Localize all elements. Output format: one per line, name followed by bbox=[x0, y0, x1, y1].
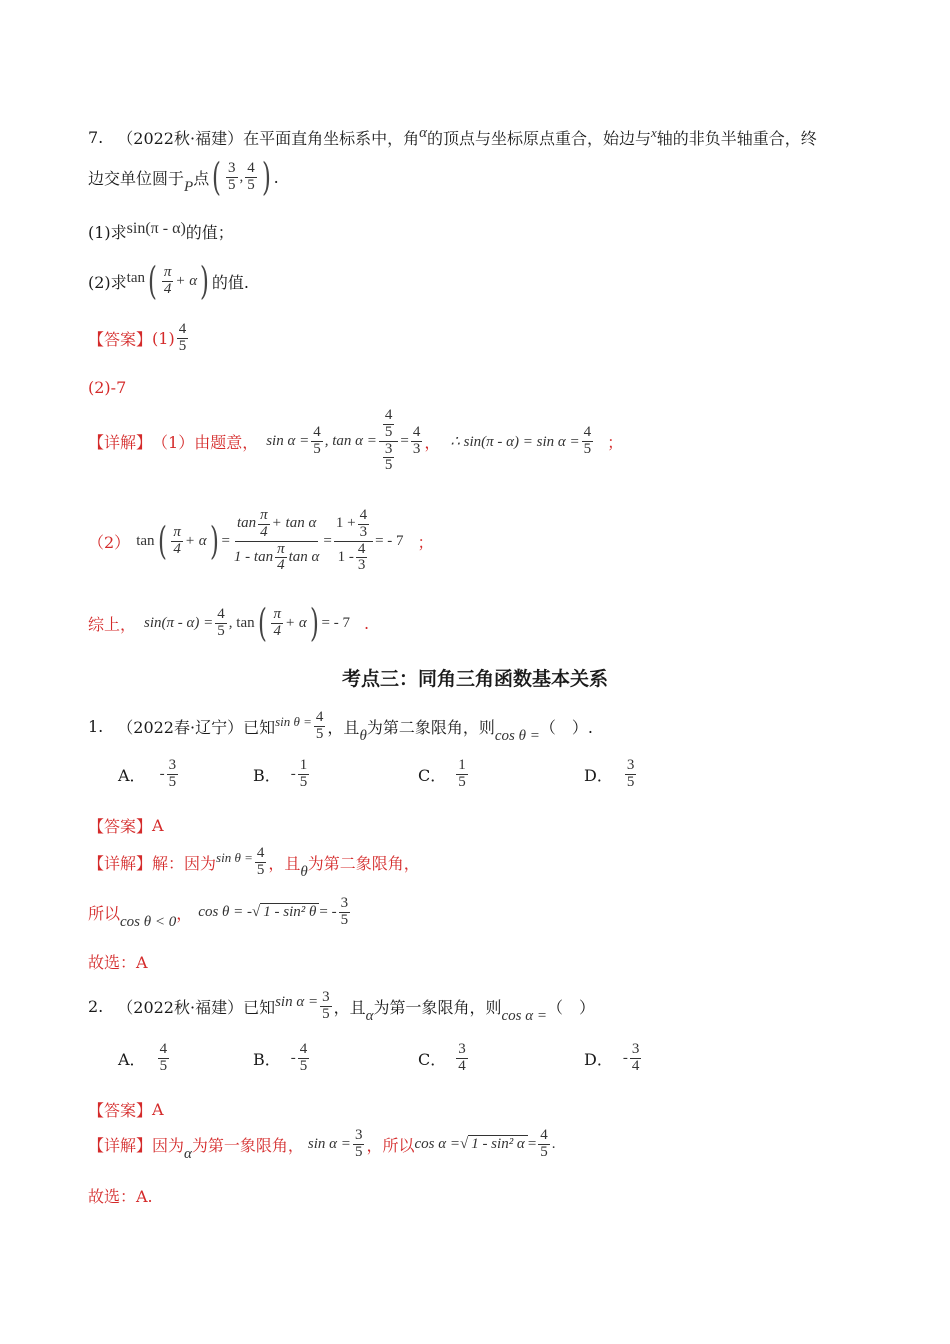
problem-text: 轴的非负半轴重合，终 bbox=[656, 129, 817, 148]
problem-number: 2. bbox=[88, 996, 104, 1016]
option-a[interactable]: A． $\frac{4}{5}$ bbox=[118, 1041, 168, 1074]
q1-detail2: 所以 cos θ < 0 ， cos θ = - √ 1 - sin² θ = - $\frac{3}{5}$ bbox=[88, 895, 349, 930]
q2-answer: 【答案】 A bbox=[88, 1100, 164, 1120]
q2-detail: 【详解】 因为 α 为第一象限角， sin α = $\frac{3}{5}$ ，所以 cos α = √ 1 - sin² α = $\frac{4}{5}$ . bbox=[88, 1127, 556, 1162]
fraction: $\frac{4}{5}$ bbox=[540, 1127, 548, 1160]
fraction: $\frac{4}{3}$ bbox=[412, 423, 421, 457]
detail-tag: 【详解】 bbox=[88, 1135, 153, 1155]
q1-stem: 1. （2022春·辽宁）已知 sin θ = $\frac{4}{5}$ ，且 θ 为第二象限角，则 cos θ = （ ）. bbox=[88, 709, 593, 744]
fraction: $\frac{4}{5}$ bbox=[178, 321, 187, 354]
q2-choose: 故选：A. bbox=[88, 1187, 153, 1206]
compound-fraction: tan $\frac{\pi}{4}$ + tan α 1 - tan $\frac{\pi}{4}$ tan α bbox=[233, 507, 320, 574]
problem7-detail1: 【详解】 （1）由题意， sin α = $\frac{4}{5}$ , tan α = $\frac{\frac{4}{5}}{\frac{3}{5}}$ = $\frac{4}{3}$ ， ∴ sin(π - α) = sin α = $\frac{4}{5}$ ； bbox=[88, 407, 624, 474]
detail-tag: 【详解】 bbox=[88, 853, 153, 873]
problem7-q1: (1)求 sin(π - α) 的值； bbox=[88, 219, 234, 242]
problem-text: 在平面直角坐标系中，角 bbox=[243, 129, 420, 148]
fraction: $\frac{\pi}{4}$ bbox=[273, 605, 281, 639]
fraction: $\frac{4}{5}$ bbox=[217, 605, 225, 639]
compound-fraction: $\frac{\frac{4}{5}}{\frac{3}{5}}$ bbox=[379, 408, 399, 474]
fraction: $\frac{3}{4}$ bbox=[631, 1041, 640, 1074]
answer-tag: 【答案】 bbox=[88, 329, 153, 349]
fraction: $\frac{4}{5}$ bbox=[247, 159, 255, 193]
option-b[interactable]: B． - $\frac{1}{5}$ bbox=[253, 757, 308, 790]
fraction: $\frac{3}{5}$ bbox=[322, 989, 330, 1022]
alpha-symbol: α bbox=[419, 125, 427, 141]
q1-detail: 【详解】 解：因为 sin θ = $\frac{4}{5}$ ，且 θ 为第二象限角， bbox=[88, 845, 420, 880]
point-p-symbol: P bbox=[184, 178, 194, 195]
fraction: $\frac{4}{5}$ bbox=[299, 1041, 308, 1074]
fraction: $\frac{4}{5}$ bbox=[313, 423, 321, 457]
fraction: $\frac{3}{5}$ bbox=[228, 159, 236, 193]
left-paren: ( bbox=[212, 155, 222, 199]
problem-text: 边交单位圆于 bbox=[88, 168, 185, 188]
problem7-q2: (2)求 tan ( $\frac{\pi}{4}$ + α ) 的值. bbox=[88, 259, 250, 303]
q1-choose: 故选：A bbox=[88, 953, 148, 972]
right-paren: ) bbox=[261, 155, 271, 199]
fraction: $\frac{1}{5}$ bbox=[458, 757, 466, 790]
detail-tag: 【详解】 bbox=[88, 432, 153, 452]
option-a[interactable]: A． - $\frac{3}{5}$ bbox=[118, 757, 177, 790]
problem7-line2: 边交单位圆于 P 点 ( $\frac{3}{5}$ , $\frac{4}{5}$ ) . bbox=[88, 155, 279, 199]
option-d[interactable]: D． - $\frac{3}{4}$ bbox=[584, 1041, 640, 1074]
section-heading: 考点三：同角三角函数基本关系 bbox=[341, 668, 608, 690]
answer-tag: 【答案】 bbox=[88, 1101, 153, 1120]
fraction: $\frac{3}{4}$ bbox=[458, 1041, 466, 1074]
option-b[interactable]: B． - $\frac{4}{5}$ bbox=[253, 1041, 308, 1074]
fraction: $\frac{3}{5}$ bbox=[626, 757, 635, 790]
fraction: $\frac{4}{5}$ bbox=[583, 423, 592, 457]
fraction: $\frac{4}{5}$ bbox=[256, 845, 265, 878]
problem7-summary: 综上， sin(π - α) = $\frac{4}{5}$ , tan ( $\frac{\pi}{4}$ + α ) = - 7 . bbox=[88, 601, 370, 645]
sqrt-icon: √ bbox=[459, 1135, 469, 1152]
x-symbol: x bbox=[650, 124, 657, 140]
problem7-answer2: (2)-7 bbox=[88, 378, 127, 397]
sqrt-icon: √ bbox=[252, 903, 261, 920]
problem-number: 1. bbox=[88, 716, 104, 736]
option-c[interactable]: C． $\frac{1}{5}$ bbox=[418, 757, 466, 790]
problem-text: 的顶点与坐标原点重合，始边与 bbox=[426, 129, 651, 148]
problem7-detail2: （2） tan ( $\frac{\pi}{4}$ + α ) = tan $\frac{\pi}{4}$ + tan α 1 - tan $\frac{\pi}{4}$ tan α = 1 + $\frac{4}{3}$ 1 - $\frac{4}{3}$ = - 7 ； bbox=[88, 507, 434, 574]
q2-stem: 2. （2022秋·福建）已知 sin α = $\frac{3}{5}$ ，且 α 为第一象限角，则 cos α = （ ） bbox=[88, 989, 596, 1024]
option-d[interactable]: D． $\frac{3}{5}$ bbox=[584, 757, 635, 790]
fraction: $\frac{3}{5}$ bbox=[340, 895, 349, 928]
fraction: $\frac{4}{5}$ bbox=[315, 709, 324, 742]
answer-tag: 【答案】 bbox=[88, 817, 153, 836]
fraction: $\frac{\pi}{4}$ bbox=[163, 263, 172, 297]
problem-number: 7. bbox=[88, 128, 104, 147]
option-c[interactable]: C． $\frac{3}{4}$ bbox=[418, 1041, 466, 1074]
q1-answer: 【答案】 A bbox=[88, 816, 164, 836]
fraction: $\frac{4}{5}$ bbox=[159, 1041, 168, 1074]
problem7-answer: 【答案】 (1) $\frac{4}{5}$ bbox=[88, 321, 187, 354]
problem-text: 点 bbox=[193, 168, 210, 188]
fraction: $\frac{3}{5}$ bbox=[354, 1127, 363, 1160]
problem-source: （2022秋·福建） bbox=[117, 129, 244, 148]
fraction: $\frac{3}{5}$ bbox=[168, 757, 177, 790]
problem7-line1 bbox=[88, 126, 817, 149]
fraction: $\frac{\pi}{4}$ bbox=[173, 523, 181, 557]
compound-fraction: 1 + $\frac{4}{3}$ 1 - $\frac{4}{3}$ bbox=[334, 508, 373, 574]
sin-expression: sin(π - α) bbox=[126, 219, 186, 237]
fraction: $\frac{1}{5}$ bbox=[299, 757, 308, 790]
